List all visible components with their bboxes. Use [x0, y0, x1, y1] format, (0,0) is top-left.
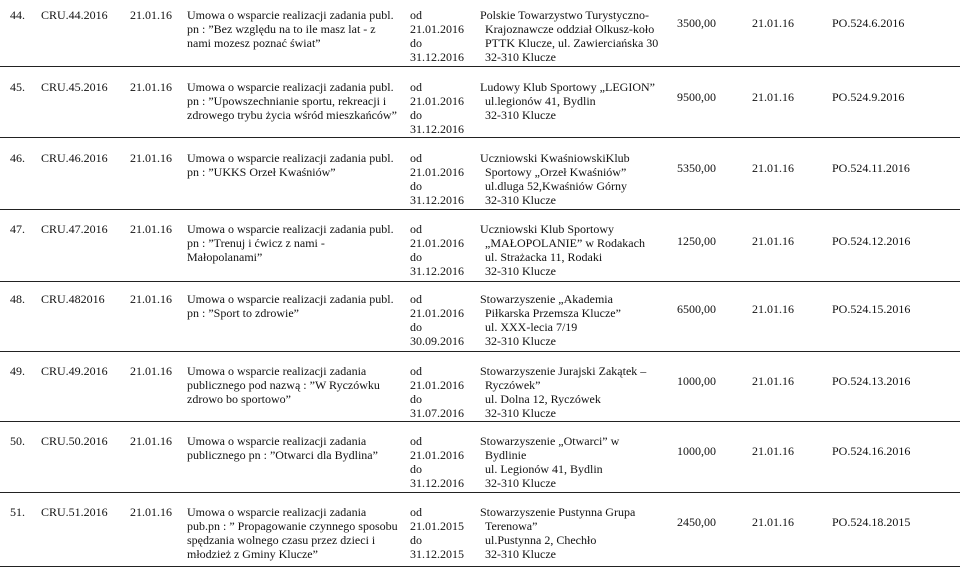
grant-amount: 3500,00: [677, 16, 716, 30]
entry-date: 21.01.16: [130, 292, 172, 306]
entry-number: 48.: [10, 292, 25, 306]
organization-address-line: Krajoznawcze oddział Olkusz-koło: [485, 22, 655, 36]
row-divider: [0, 351, 960, 352]
organization-address-line: Ludowy Klub Sportowy „LEGION”: [480, 80, 655, 94]
contract-term: [410, 8, 464, 64]
contract-term-line: 31.07.2016: [410, 406, 464, 420]
reference-number: CRU.44.2016: [41, 8, 108, 22]
contract-term-line: od: [410, 434, 422, 448]
entry-date: 21.01.16: [130, 434, 172, 448]
contract-term-line: do: [410, 392, 422, 406]
organization-address-line: ul. Dolna 12, Ryczówek: [485, 392, 601, 406]
entry-number: 45.: [10, 80, 25, 94]
contract-term-line: od: [410, 8, 422, 22]
row-divider: [0, 137, 960, 138]
organization-address-line: Sportowy „Orzeł Kwaśniów”: [485, 165, 627, 179]
contract-term-line: 31.12.2016: [410, 476, 464, 490]
contract-term-line: 21.01.2016: [410, 22, 464, 36]
contract-subject-line: pn : ”Trenuj i ćwicz z nami -: [187, 236, 325, 250]
organization-address: [480, 292, 621, 348]
reference-number: CRU.50.2016: [41, 434, 108, 448]
organization-address-line: 32-310 Klucze: [485, 264, 556, 278]
entry-date: 21.01.16: [130, 8, 172, 22]
organization-address: [480, 222, 645, 278]
contract-term-line: 21.01.2016: [410, 378, 464, 392]
organization-address-line: ul. XXX-lecia 7/19: [485, 320, 578, 334]
po-number: PO.524.18.2015: [832, 515, 911, 529]
organization-address-line: 32-310 Klucze: [485, 547, 556, 561]
organization-address-line: ul. Legionów 41, Bydlin: [485, 462, 603, 476]
organization-address-line: Stowarzyszenie Pustynna Grupa: [480, 505, 636, 519]
row-divider: [0, 281, 960, 282]
organization-address-line: 32-310 Klucze: [485, 476, 556, 490]
contract-subject-line: pub.pn : ” Propagowanie czynnego sposobu: [187, 519, 398, 533]
grant-amount: 5350,00: [677, 161, 716, 175]
contract-subject-line: Umowa o wsparcie realizacji zadania publ.: [187, 222, 394, 236]
organization-address-line: 32-310 Klucze: [485, 406, 556, 420]
entry-date: 21.01.16: [130, 222, 172, 236]
contract-term-line: 31.12.2016: [410, 193, 464, 207]
contract-subject-line: młodzież z Gminy Klucze”: [187, 547, 318, 561]
sign-date: 21.01.16: [752, 161, 794, 175]
contract-subject-line: Umowa o wsparcie realizacji zadania publ.: [187, 80, 394, 94]
contract-subject: [187, 80, 397, 122]
contract-subject-line: zdrowego trybu życia wśród mieszkańców”: [187, 108, 397, 122]
contract-term-line: do: [410, 179, 422, 193]
entry-date: 21.01.16: [130, 151, 172, 165]
po-number: PO.524.11.2016: [832, 161, 910, 175]
reference-number: CRU.51.2016: [41, 505, 108, 519]
contract-term-line: do: [410, 533, 422, 547]
contract-term-line: 21.01.2016: [410, 165, 464, 179]
contract-term-line: 21.01.2016: [410, 236, 464, 250]
organization-address: [480, 80, 655, 122]
sign-date: 21.01.16: [752, 515, 794, 529]
reference-number: CRU.49.2016: [41, 364, 108, 378]
organization-address-line: 32-310 Klucze: [485, 193, 556, 207]
contract-subject-line: publicznego pod nazwą : ”W Ryczówku: [187, 378, 380, 392]
entry-number: 46.: [10, 151, 25, 165]
sign-date: 21.01.16: [752, 234, 794, 248]
contract-term-line: do: [410, 108, 422, 122]
contract-term: [410, 80, 464, 136]
contract-term-line: 31.12.2016: [410, 50, 464, 64]
contract-term: [410, 151, 464, 207]
grant-amount: 6500,00: [677, 302, 716, 316]
contract-subject: [187, 151, 394, 179]
contract-term: [410, 364, 464, 420]
entry-number: 51.: [10, 505, 25, 519]
reference-number: CRU.47.2016: [41, 222, 108, 236]
po-number: PO.524.12.2016: [832, 234, 911, 248]
organization-address-line: Stowarzyszenie „Otwarci” w: [480, 434, 620, 448]
po-number: PO.524.13.2016: [832, 374, 911, 388]
entry-number: 44.: [10, 8, 25, 22]
po-number: PO.524.6.2016: [832, 16, 905, 30]
organization-address-line: Terenowa”: [485, 519, 538, 533]
reference-number: CRU.482016: [41, 292, 105, 306]
contract-term: [410, 505, 464, 561]
sign-date: 21.01.16: [752, 16, 794, 30]
entry-date: 21.01.16: [130, 80, 172, 94]
contract-subject-line: pn : ”Sport to zdrowie”: [187, 306, 299, 320]
po-number: PO.524.16.2016: [832, 444, 911, 458]
organization-address-line: Bydlinie: [485, 448, 527, 462]
contract-subject-line: pn : ”Bez względu na to ile masz lat - z: [187, 22, 376, 36]
organization-address-line: ul.legionów 41, Bydlin: [485, 94, 596, 108]
contract-subject-line: Umowa o wsparcie realizacji zadania publ.: [187, 292, 394, 306]
contract-subject-line: Umowa o wsparcie realizacji zadania: [187, 505, 367, 519]
grant-amount: 9500,00: [677, 90, 716, 104]
organization-address-line: 32-310 Klucze: [485, 334, 556, 348]
sign-date: 21.01.16: [752, 302, 794, 316]
organization-address: [480, 151, 630, 207]
contract-term-line: 21.01.2016: [410, 94, 464, 108]
entry-date: 21.01.16: [130, 364, 172, 378]
organization-address: [480, 505, 635, 561]
contract-subject-line: publicznego pn : ”Otwarci dla Bydlina”: [187, 448, 378, 462]
row-divider: [0, 492, 960, 493]
organization-address-line: Uczniowski Klub Sportowy: [480, 222, 614, 236]
contract-subject: [187, 364, 380, 406]
contract-subject-line: Małopolanami”: [187, 250, 263, 264]
organization-address: [480, 364, 646, 420]
contract-term-line: 31.12.2016: [410, 122, 464, 136]
po-number: PO.524.15.2016: [832, 302, 911, 316]
row-divider: [0, 66, 960, 67]
organization-address-line: ul.Pustynna 2, Chechło: [485, 533, 597, 547]
contract-term-line: do: [410, 320, 422, 334]
sign-date: 21.01.16: [752, 444, 794, 458]
contract-term-line: od: [410, 292, 422, 306]
contract-subject-line: nami mozesz poznać świat”: [187, 36, 321, 50]
contract-term-line: do: [410, 36, 422, 50]
contract-subject-line: Umowa o wsparcie realizacji zadania publ.: [187, 8, 394, 22]
contract-term-line: 21.01.2015: [410, 519, 464, 533]
row-divider: [0, 421, 960, 422]
entry-date: 21.01.16: [130, 505, 172, 519]
grant-amount: 1000,00: [677, 444, 716, 458]
contract-term-line: 31.12.2015: [410, 547, 464, 561]
organization-address-line: ul.dluga 52,Kwaśniów Górny: [485, 179, 627, 193]
contract-term-line: od: [410, 505, 422, 519]
grant-amount: 2450,00: [677, 515, 716, 529]
contract-subject: [187, 505, 398, 561]
sign-date: 21.01.16: [752, 374, 794, 388]
contract-term: [410, 292, 464, 348]
contract-term-line: od: [410, 222, 422, 236]
contract-subject-line: Umowa o wsparcie realizacji zadania: [187, 364, 367, 378]
reference-number: CRU.45.2016: [41, 80, 108, 94]
contract-subject: [187, 222, 394, 264]
contract-subject-line: pn : ”Upowszechnianie sportu, rekreacji i: [187, 94, 387, 108]
po-number: PO.524.9.2016: [832, 90, 905, 104]
contract-term-line: 31.12.2016: [410, 264, 464, 278]
organization-address-line: PTTK Klucze, ul. Zawierciańska 30: [485, 36, 659, 50]
contract-subject-line: spędzania wolnego czasu przez dzieci i: [187, 533, 376, 547]
organization-address-line: Uczniowski KwaśniowskiKlub: [480, 151, 630, 165]
contract-term-line: do: [410, 250, 422, 264]
entry-number: 47.: [10, 222, 25, 236]
contract-term-line: 21.01.2016: [410, 448, 464, 462]
row-divider: [0, 566, 960, 567]
organization-address-line: „MAŁOPOLANIE” w Rodakach: [485, 236, 645, 250]
reference-number: CRU.46.2016: [41, 151, 108, 165]
grant-amount: 1000,00: [677, 374, 716, 388]
contract-subject-line: Umowa o wsparcie realizacji zadania: [187, 434, 367, 448]
organization-address-line: Piłkarska Przemsza Klucze”: [485, 306, 621, 320]
contract-term-line: 30.09.2016: [410, 334, 464, 348]
contract-term-line: do: [410, 462, 422, 476]
organization-address-line: Stowarzyszenie „Akademia: [480, 292, 613, 306]
organization-address-line: Stowarzyszenie Jurajski Zakątek –: [480, 364, 647, 378]
organization-address-line: 32-310 Klucze: [485, 50, 556, 64]
entry-number: 50.: [10, 434, 25, 448]
contract-subject-line: zdrowo bo sportowo”: [187, 392, 291, 406]
contract-term-line: od: [410, 151, 422, 165]
grant-amount: 1250,00: [677, 234, 716, 248]
contract-term-line: od: [410, 364, 422, 378]
organization-address-line: ul. Strażacka 11, Rodaki: [485, 250, 603, 264]
contract-term-line: 21.01.2016: [410, 306, 464, 320]
contract-subject: [187, 292, 394, 320]
sign-date: 21.01.16: [752, 90, 794, 104]
organization-address-line: 32-310 Klucze: [485, 108, 556, 122]
organization-address-line: Polskie Towarzystwo Turystyczno-: [480, 8, 649, 22]
contract-subject-line: Umowa o wsparcie realizacji zadania publ.: [187, 151, 394, 165]
contract-subject: [187, 8, 394, 50]
contract-subject: [187, 434, 378, 462]
contract-term: [410, 434, 464, 490]
organization-address-line: Ryczówek”: [485, 378, 541, 392]
contract-term-line: od: [410, 80, 422, 94]
row-divider: [0, 209, 960, 210]
entry-number: 49.: [10, 364, 25, 378]
organization-address: [480, 8, 658, 64]
contract-subject-line: pn : ”UKKS Orzeł Kwaśniów”: [187, 165, 336, 179]
organization-address: [480, 434, 619, 490]
contract-term: [410, 222, 464, 278]
